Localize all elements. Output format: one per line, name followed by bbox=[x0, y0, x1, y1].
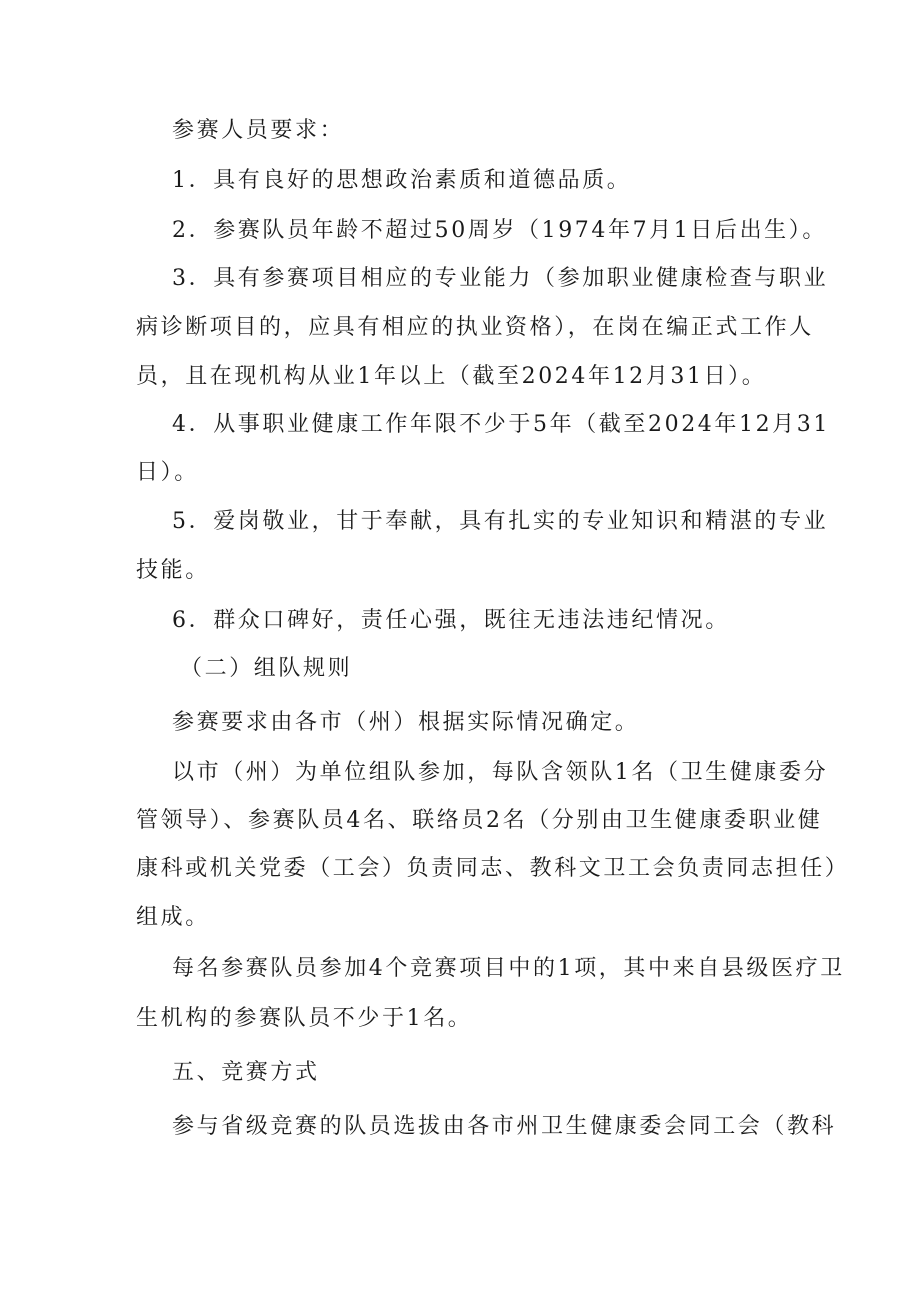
text-line-8: 日）。 bbox=[136, 460, 199, 485]
section-heading-competition-method: 五、竞赛方式 bbox=[172, 1060, 320, 1085]
text-line-7: 4．从事职业健康工作年限不少于5年（截至2024年12月31 bbox=[172, 412, 830, 437]
text-line-9: 5．爱岗敬业，甘于奉献，具有扎实的专业知识和精湛的专业 bbox=[172, 509, 829, 534]
text-line-5: 病诊断项目的，应具有相应的执业资格），在岗在编正式工作人 bbox=[136, 315, 814, 340]
text-line-21: 参与省级竞赛的队员选拔由各市州卫生健康委会同工会（教科 bbox=[172, 1114, 837, 1139]
text-line-14: 以市（州）为单位组队参加，每队含领队1名（卫生健康委分 bbox=[172, 760, 829, 785]
text-line-4: 3．具有参赛项目相应的专业能力（参加职业健康检查与职业 bbox=[172, 266, 829, 291]
text-line-13: 参赛要求由各市（州）根据实际情况确定。 bbox=[172, 710, 640, 735]
text-line-3: 2．参赛队员年龄不超过50周岁（1974年7月1日后出生）。 bbox=[172, 218, 827, 243]
text-line-16: 康科或机关党委（工会）负责同志、教科文卫工会负责同志担任） bbox=[136, 856, 850, 881]
text-line-11: 6．群众口碑好，责任心强，既往无违法违纪情况。 bbox=[172, 608, 730, 633]
section-heading-team-rules: （二）组队规则 bbox=[180, 656, 353, 681]
text-line-2: 1．具有良好的思想政治素质和道德品质。 bbox=[172, 168, 632, 193]
text-line-15: 管领导）、参赛队员4名、联络员2名（分别由卫生健康委职业健 bbox=[136, 808, 823, 833]
text-line-18: 每名参赛队员参加4个竞赛项目中的1项，其中来自县级医疗卫 bbox=[172, 956, 845, 981]
text-line-10: 技能。 bbox=[136, 558, 210, 583]
text-line-19: 生机构的参赛队员不少于1名。 bbox=[136, 1006, 473, 1031]
text-line-17: 组成。 bbox=[136, 905, 210, 930]
text-line-1: 参赛人员要求： bbox=[172, 118, 345, 143]
text-line-6: 员，且在现机构从业1年以上（截至2024年12月31日）。 bbox=[136, 364, 767, 389]
